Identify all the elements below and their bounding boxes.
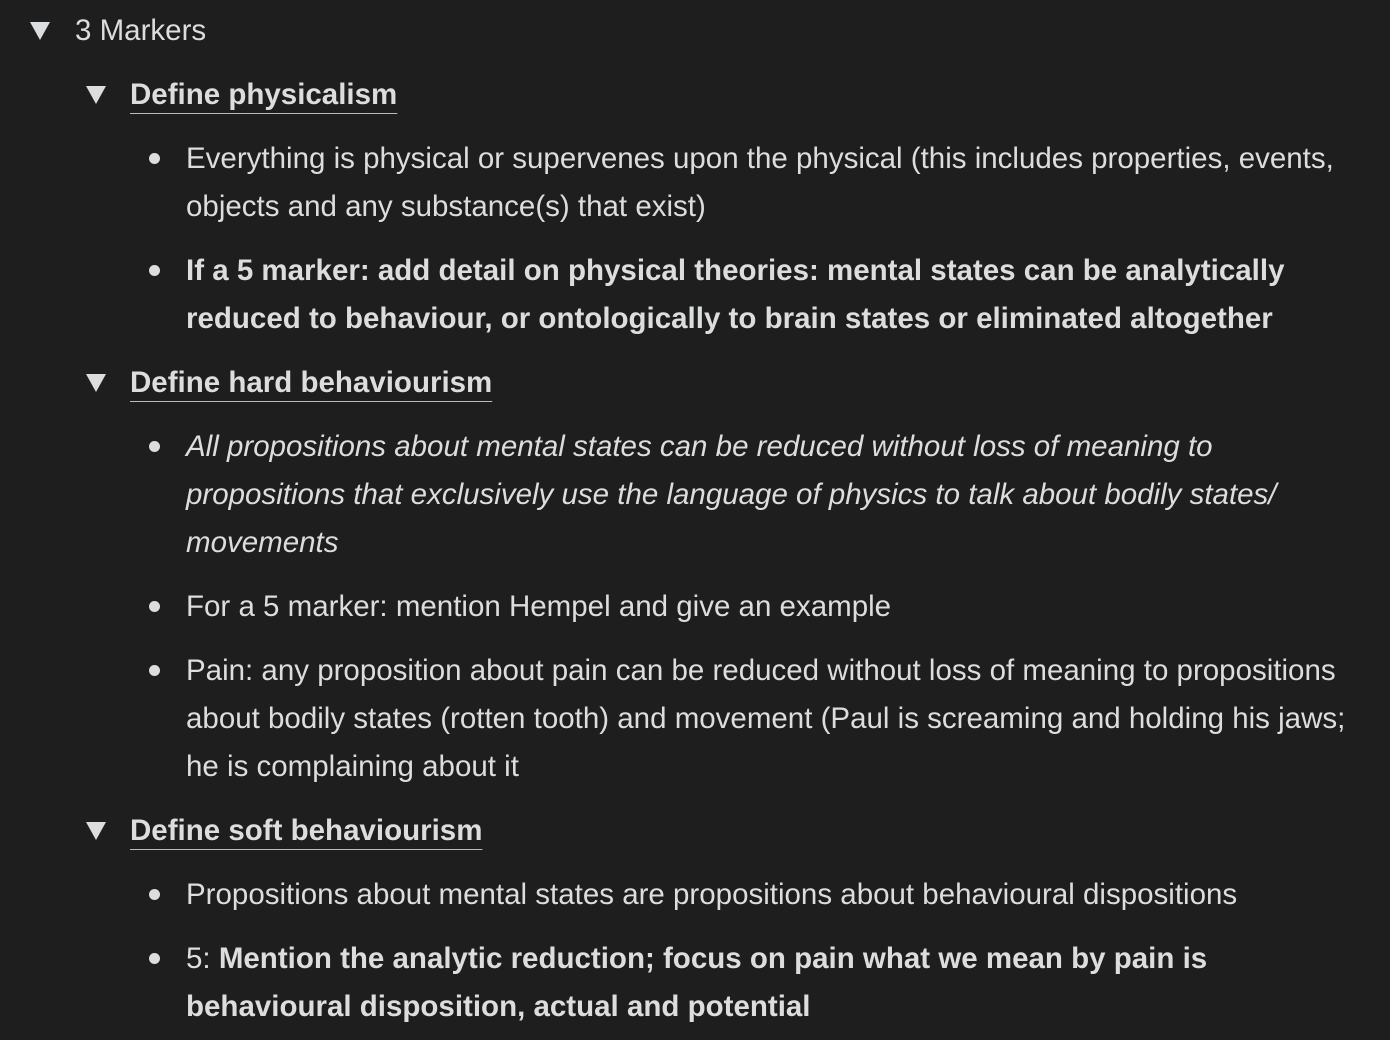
list-item bbox=[186, 935, 1376, 1031]
item-prefix: 5: bbox=[186, 942, 219, 975]
bullet-icon bbox=[149, 441, 160, 452]
collapse-toggle-icon[interactable] bbox=[86, 374, 106, 392]
list-item: Pain: any proposition about pain can be reduced without loss of meaning to propositions about bodily states (rotten tooth) and movement (Paul is screaming and holding his jaws; he is complaining about it bbox=[186, 654, 1346, 783]
bullet-icon bbox=[149, 889, 160, 900]
bullet-icon bbox=[149, 265, 160, 276]
section-heading-soft-behaviourism[interactable]: Define soft behaviourism bbox=[130, 814, 483, 847]
section-heading-hard-behaviourism[interactable]: Define hard behaviourism bbox=[130, 366, 493, 399]
collapse-toggle-icon[interactable] bbox=[30, 22, 50, 40]
bullet-icon bbox=[149, 153, 160, 164]
bullet-icon bbox=[149, 953, 160, 964]
bullet-icon bbox=[149, 601, 160, 612]
collapse-toggle-icon[interactable] bbox=[86, 86, 106, 104]
list-item: If a 5 marker: add detail on physical theories: mental states can be analytically reduced to behaviour, or ontologically to brain states or eliminated altogether bbox=[186, 254, 1285, 335]
item-bold-text: Mention the analytic reduction; focus on pain what we mean by pain is behavioural disposition, actual and potential bbox=[186, 942, 1208, 1023]
list-item: All propositions about mental states can be reduced without loss of meaning to propositions that exclusively use the language of physics to talk about bodily states/ movements bbox=[186, 430, 1277, 559]
section-heading-physicalism[interactable]: Define physicalism bbox=[130, 78, 398, 111]
list-item: For a 5 marker: mention Hempel and give an example bbox=[186, 590, 892, 623]
list-item: Everything is physical or supervenes upon the physical (this includes properties, events, objects and any substance(s) that exist) bbox=[186, 142, 1334, 223]
bullet-icon bbox=[149, 665, 160, 676]
collapse-toggle-icon[interactable] bbox=[86, 822, 106, 840]
outline-title: 3 Markers bbox=[75, 14, 207, 47]
list-item: Propositions about mental states are propositions about behavioural dispositions bbox=[186, 878, 1238, 911]
